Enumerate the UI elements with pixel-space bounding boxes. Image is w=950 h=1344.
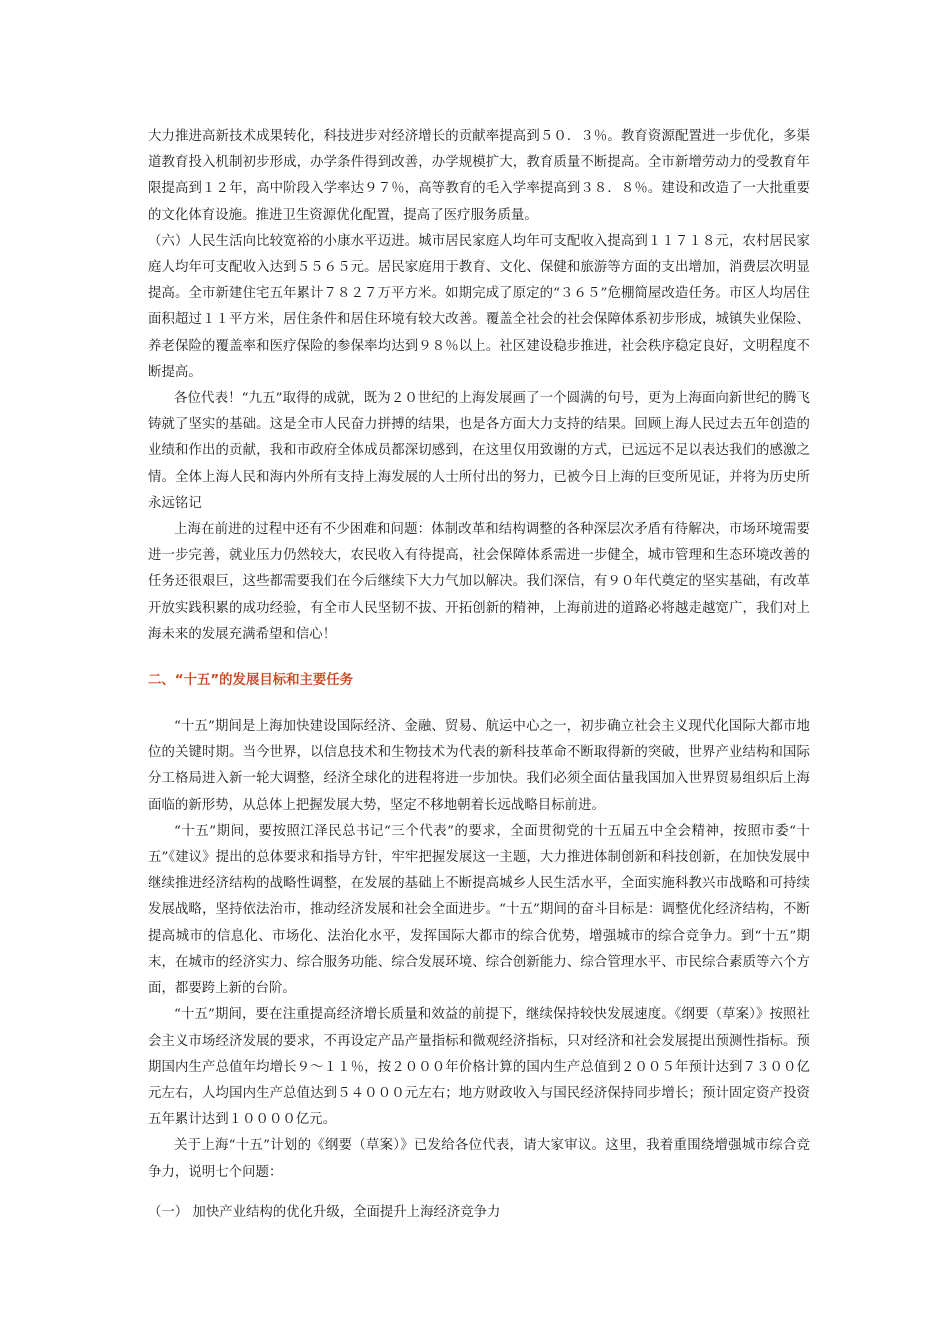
paragraph-growth-targets: “十五”期间，要在注重提高经济增长质量和效益的前提下，继续保持较快发展速度。《纲要（草案）》按照社会主义市场经济发展的要求，不再设定产品产量指标和微观经济指标，只对经济和社会发展提出预测性指标。预期国内生产总值年均增长９～１１％，按２０００年价格计算的国内生产总值到２００５年预计达到７３００亿元左右，人均国内生产总值达到５４０００元左右；地方财政收入与国民经济保持同步增长；预计固定资产投资五年累计达到１００００亿元。 [148, 1007, 810, 1128]
paragraph-problems: 上海在前进的过程中还有不少困难和问题：体制改革和结构调整的各种深层次矛盾有待解决，市场环境需要进一步完善，就业压力仍然较大，农民收入有待提高，社会保障体系需进一步健全，城市管理和生态环境改善的任务还很艰巨，这些都需要我们在今后继续下大力气加以解决。我们深信，有９０年代奠定的坚实基础，有改革开放实践积累的成功经验，有全市人民坚韧不拔、开拓创新的精神，上海前进的道路必将越走越宽广，我们对上海未来的发展充满希望和信心！ [148, 522, 810, 642]
paragraph-living-standard: （六）人民生活向比较宽裕的小康水平迈进。城市居民家庭人均年可支配收入提高到１１７１８元，农村居民家庭人均年可支配收入达到５５６５元。居民家庭用于教育、文化、保健和旅游等方面的支出增加，消费层次明显提高。全市新建住宅五年累计７８２７万平方米。如期完成了原定的“３６５”危棚简屋改造任务。市区人均居住面积超过１１平方米，居住条件和居住环境有较大改善。覆盖全社会的社会保障体系初步形成，城镇失业保险、养老保险的覆盖率和医疗保险的参保率均达到９８％以上。社区建设稳步推进，社会秩序稳定良好，文明程度不断提高。 [148, 233, 810, 380]
paragraph-outline-draft: 关于上海“十五”计划的《纲要（草案）》已发给各位代表，请大家审议。这里，我着重围绕增强城市综合竞争力，说明七个问题： [148, 1138, 810, 1180]
paragraph-tenth-plan-goals: “十五”期间，要按照江泽民总书记“三个代表”的要求，全面贯彻党的十五届五中全会精神，按照市委“十五”《建议》提出的总体要求和指导方针，牢牢把握发展这一主题，大力推进体制创新和科技创新，在加快发展中继续推进经济结构的战略性调整，在发展的基础上不断提高城乡人民生活水平，全面实施科教兴市战略和可持续发展战略，坚持依法治市，推动经济发展和社会全面进步。“十五”期间的奋斗目标是：调整优化经济结构，不断提高城市的信息化、市场化、法治化水平，发挥国际大都市的综合优势，增强城市的综合竞争力。到“十五”期末，在城市的经济实力、综合服务功能、综合发展环境、综合创新能力、综合管理水平、市民综合素质等六个方面，都要跨上新的台阶。 [148, 823, 810, 997]
paragraph-achievements: 各位代表！“九五”取得的成就，既为２０世纪的上海发展画了一个圆满的句号，更为上海面向新世纪的腾飞铸就了坚实的基础。这是全市人民奋力拼搏的结果，也是各方面大力支持的结果。回顾上海人民过去五年创造的业绩和作出的贡献，我和市政府全体成员都深切感到，在这里仅用致谢的方式，已远远不足以表达我们的感激之情。全体上海人民和海内外所有支持上海发展的人士所付出的努力，已被今日上海的巨变所见证，并将为历史所永远铭记 [148, 391, 810, 511]
document-page [148, 124, 810, 1226]
paragraph-tenth-plan-period: “十五”期间是上海加快建设国际经济、金融、贸易、航运中心之一，初步确立社会主义现代化国际大都市地位的关键时期。当今世界，以信息技术和生物技术为代表的新科技革命不断取得新的突破，世界产业结构和国际分工格局进入新一轮大调整，经济全球化的进程将进一步加快。我们必须全面估量我国加入世界贸易组织后上海面临的新形势，从总体上把握发展大势，坚定不移地朝着长远战略目标前进。 [148, 719, 810, 813]
section-heading: 二、“十五”的发展目标和主要任务 [148, 673, 354, 689]
sub-heading-industry: （一） 加快产业结构的优化升级，全面提升上海经济竞争力 [148, 1204, 501, 1220]
paragraph-education: 大力推进高新技术成果转化，科技进步对经济增长的贡献率提高到５０．３％。教育资源配置进一步优化，多渠道教育投入机制初步形成，办学条件得到改善，办学规模扩大，教育质量不断提高。全市新增劳动力的受教育年限提高到１２年，高中阶段入学率达９７％，高等教育的毛入学率提高到３８．８％。建设和改造了一大批重要的文化体育设施。推进卫生资源优化配置，提高了医疗服务质量。 [148, 129, 810, 223]
